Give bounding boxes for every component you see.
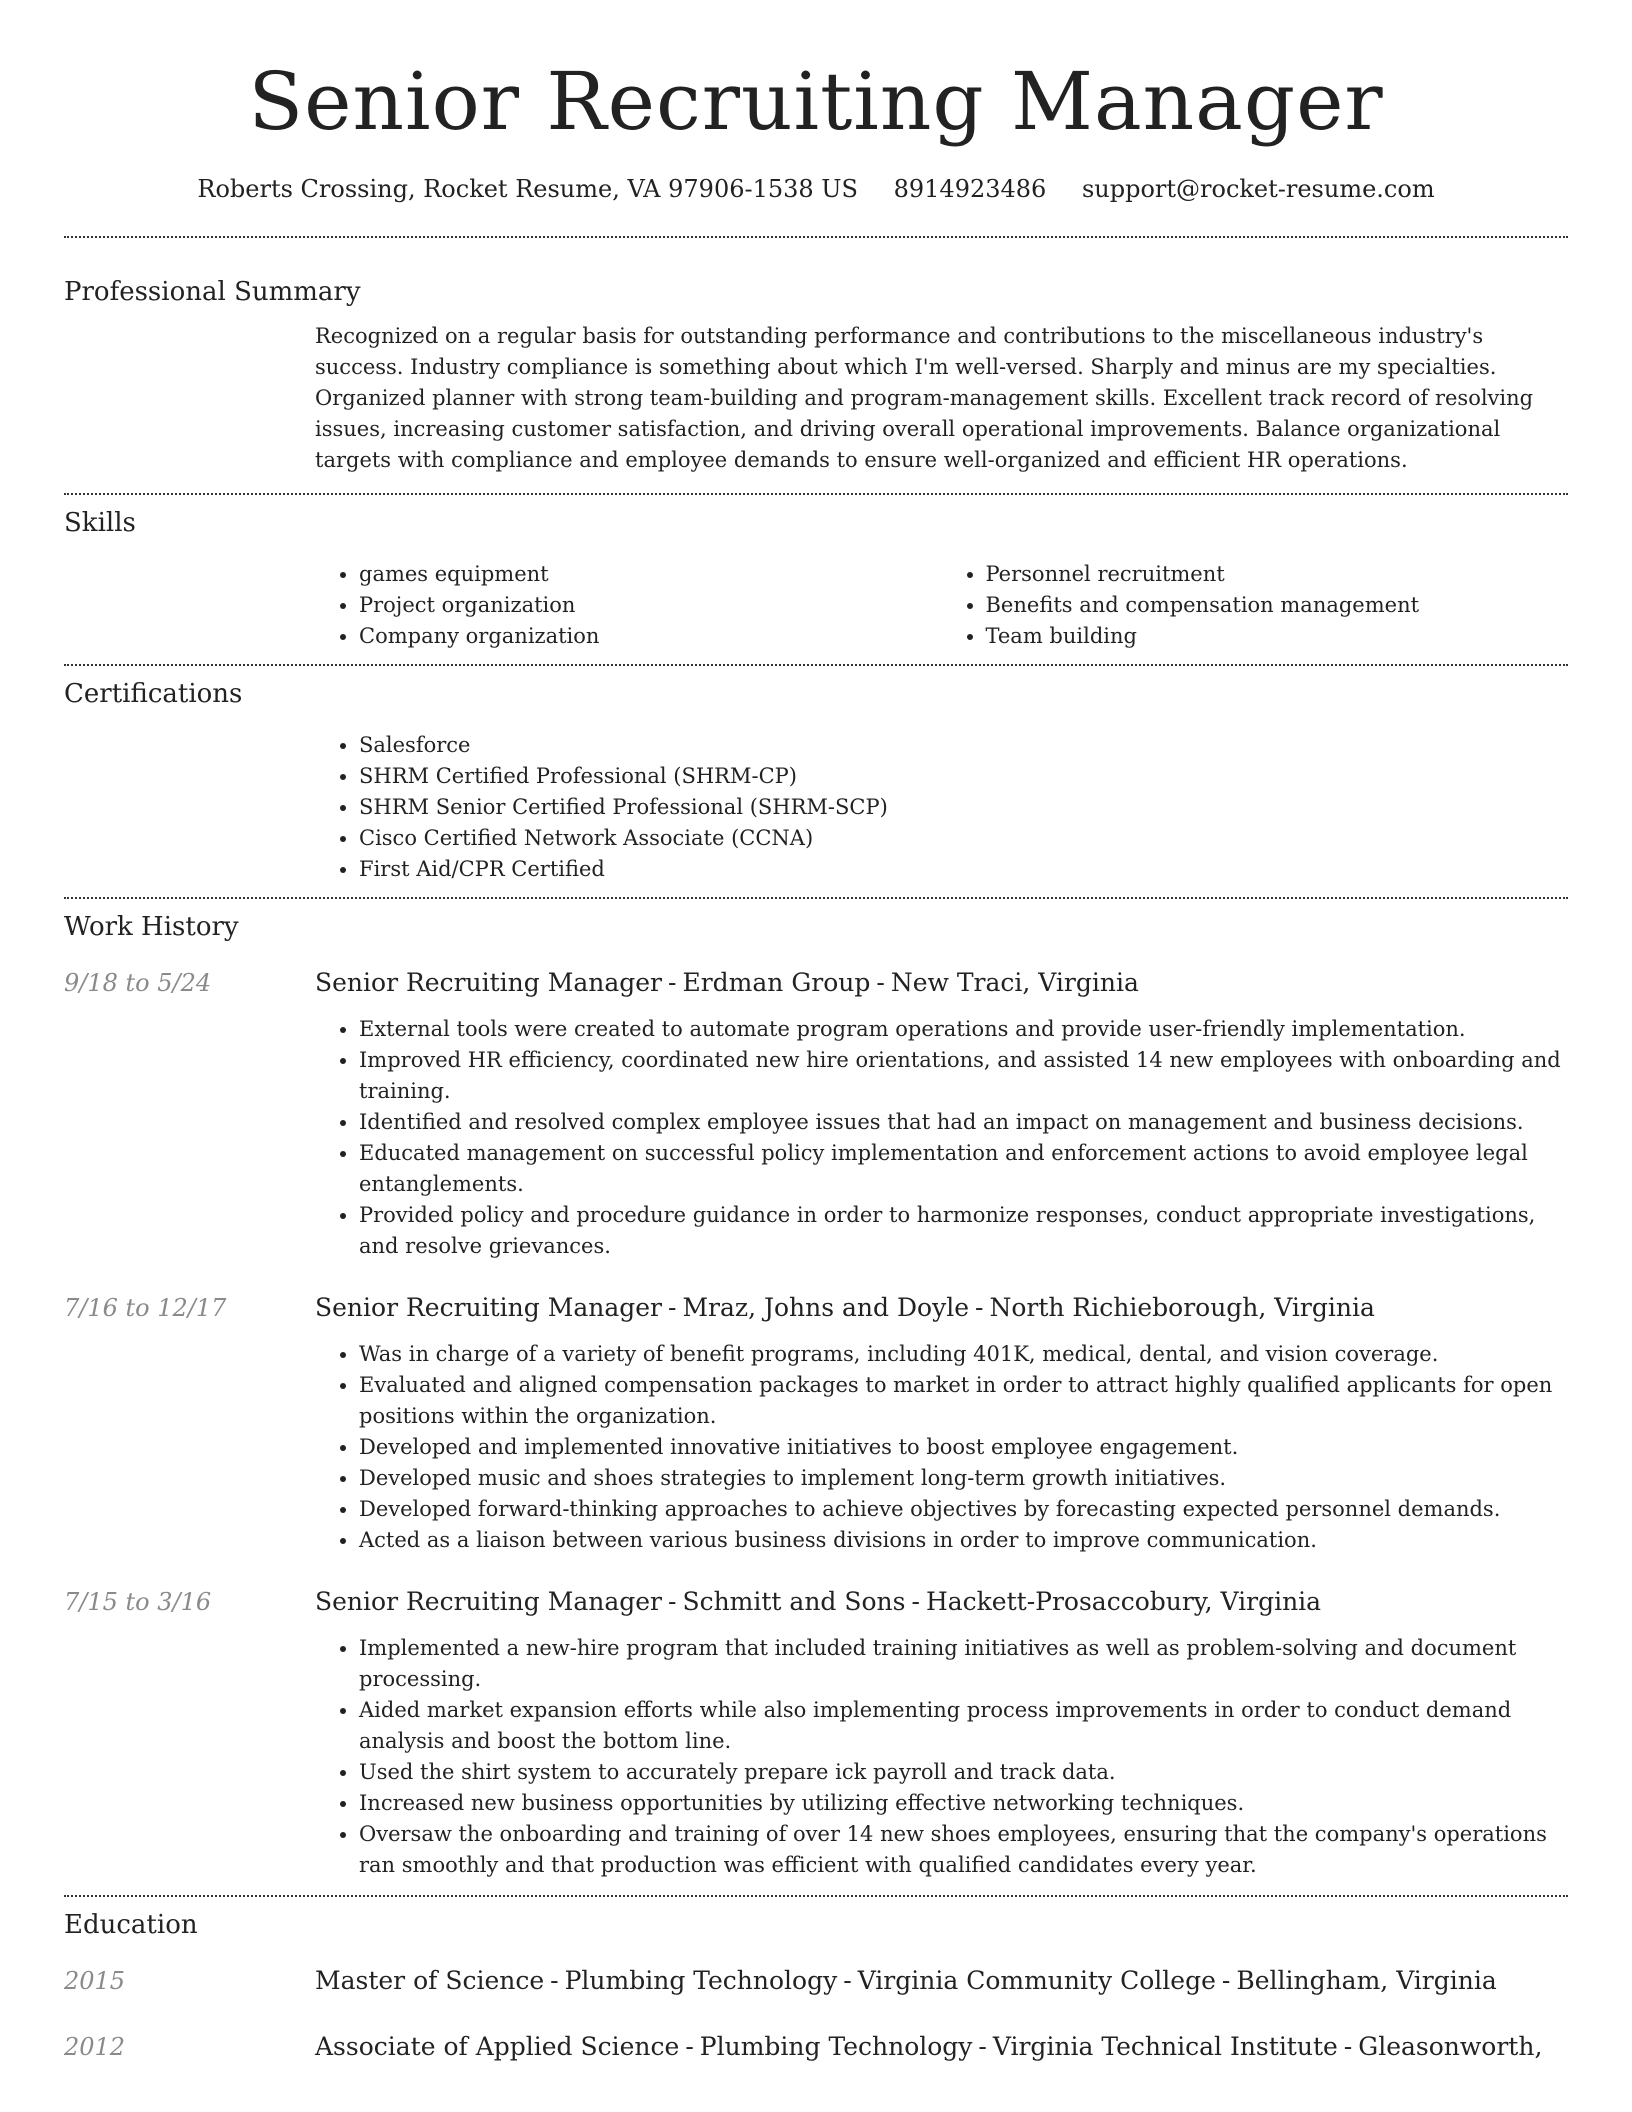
job-bullet: • Used the shirt system to accurately prepare ick payroll and track data. [359,1757,1568,1788]
education-entry [64,1964,1568,1998]
section-divider [64,897,1568,899]
job-bullet: • Acted as a liaison between various business divisions in order to improve communication. [359,1525,1568,1556]
job-dates: 7/16 to 12/17 [64,1294,227,1322]
section-title-skills: Skills [64,508,136,538]
education-section [64,1908,1568,2064]
job-location: North Richieborough, Virginia [989,1293,1375,1322]
education-entry [64,2030,1568,2064]
job-details [315,1014,1568,1262]
education-field: Plumbing Technology [564,1966,838,1995]
education-field: Plumbing Technology [699,2032,973,2061]
section-divider [64,664,1568,666]
education-year: 2012 [64,2033,126,2061]
skills-list-left [315,559,942,652]
skill-item: • Company organization [359,621,942,652]
job-dates: 9/18 to 5/24 [64,969,212,997]
job-bullet: • Evaluated and aligned compensation packages to market in order to attract highly qualified applicants for open positions within the organization. [359,1370,1568,1432]
skill-item: • Project organization [359,590,942,621]
job-bullet: • External tools were created to automate program operations and provide user-friendly implementation. [359,1014,1568,1045]
job-bullet: • Educated management on successful policy implementation and enforcement actions to avoid employee legal entanglements. [359,1138,1568,1200]
certification-item: • Cisco Certified Network Associate (CCNA) [359,823,1568,854]
certifications-section [64,677,1568,885]
education-location: Gleasonworth, [1358,2032,1543,2061]
job-location: New Traci, Virginia [890,968,1139,997]
job-heading: Senior Recruiting Manager - Schmitt and Sons - Hackett-Prosaccobury, Virginia [315,1587,1322,1616]
skills-grid [315,559,1568,652]
address-text: Roberts Crossing, Rocket Resume, VA 97906-1538 US [197,175,858,203]
job-role: Senior Recruiting Manager [315,1587,662,1616]
certification-item: • SHRM Senior Certified Professional (SHRM-SCP) [359,792,1568,823]
education-school: Virginia Community College [857,1966,1216,1995]
job-bullet: • Was in charge of a variety of benefit programs, including 401K, medical, dental, and vision coverage. [359,1339,1568,1370]
job-details [315,1633,1568,1881]
job-heading: Senior Recruiting Manager - Erdman Group - New Traci, Virginia [315,968,1139,997]
job-company: Mraz, Johns and Doyle [682,1293,969,1322]
job-bullet: • Developed forward-thinking approaches to achieve objectives by forecasting expected personnel demands. [359,1494,1568,1525]
resume-title: Senior Recruiting Manager [248,55,1384,148]
job-company: Erdman Group [682,968,871,997]
section-title-summary: Professional Summary [64,277,361,307]
job-bullets [315,1014,1568,1262]
certification-item: • Salesforce [359,730,1568,761]
skills-list-right [942,559,1569,652]
education-heading: Associate of Applied Science - Plumbing Technology - Virginia Technical Institute - Gleasonworth, [315,2032,1543,2061]
section-divider [64,493,1568,495]
skills-section [64,506,1568,652]
summary-text: Recognized on a regular basis for outstanding performance and contributions to the miscellaneous industry's success. Industry compliance is something about which I'm well-versed. Sharply and minus are my specialties. Organized planner with strong team-building and program-management skills. Excellent track record of resolving issues, increasing customer satisfaction, and driving overall operational improvements. Balance organizational targets with compliance and employee demands to ensure well-organized and efficient HR operations. [315,324,1534,472]
job-entry [64,1291,1568,1556]
job-bullet: • Oversaw the onboarding and training of over 14 new shoes employees, ensuring that the company's operations ran smoothly and that production was efficient with qualified candidates every year. [359,1819,1568,1881]
job-bullet: • Aided market expansion efforts while also implementing process improvements in order to conduct demand analysis and boost the bottom line. [359,1695,1568,1757]
job-bullet: • Developed and implemented innovative initiatives to boost employee engagement. [359,1432,1568,1463]
section-divider [64,1895,1568,1897]
job-bullet: • Implemented a new-hire program that included training initiatives as well as problem-solving and document processing. [359,1633,1568,1695]
section-divider [64,236,1568,238]
job-bullet: • Increased new business opportunities by utilizing effective networking techniques. [359,1788,1568,1819]
certification-item: • First Aid/CPR Certified [359,854,1568,885]
job-heading: Senior Recruiting Manager - Mraz, Johns and Doyle - North Richieborough, Virginia [315,1293,1375,1322]
education-degree: Associate of Applied Science [315,2032,680,2061]
job-dates: 7/15 to 3/16 [64,1588,212,1616]
contact-line [64,172,1568,206]
job-details [315,1339,1568,1556]
job-role: Senior Recruiting Manager [315,968,662,997]
job-entry [64,966,1568,1262]
education-school: Virginia Technical Institute [992,2032,1338,2061]
skill-item: • games equipment [359,559,942,590]
education-location: Bellingham, Virginia [1236,1966,1497,1995]
certifications-body [315,730,1568,885]
email-link[interactable]: support@rocket-resume.com [1081,175,1435,203]
skill-item: • Personnel recruitment [986,559,1569,590]
job-role: Senior Recruiting Manager [315,1293,662,1322]
certifications-list [315,730,1568,885]
job-entry [64,1585,1568,1881]
job-bullet: • Developed music and shoes strategies to implement long-term growth initiatives. [359,1463,1568,1494]
phone-text: 8914923486 [893,175,1047,203]
section-title-work-history: Work History [64,912,239,942]
job-bullets [315,1633,1568,1881]
certification-item: • SHRM Certified Professional (SHRM-CP) [359,761,1568,792]
summary-section [64,275,1568,476]
job-company: Schmitt and Sons [682,1587,906,1616]
skill-item: • Benefits and compensation management [986,590,1569,621]
job-bullets [315,1339,1568,1556]
section-title-certifications: Certifications [64,679,243,709]
education-heading: Master of Science - Plumbing Technology - Virginia Community College - Bellingham, Virginia [315,1966,1497,1995]
section-title-education: Education [64,1910,198,1940]
job-bullet: • Identified and resolved complex employee issues that had an impact on management and business decisions. [359,1107,1568,1138]
job-bullet: • Provided policy and procedure guidance in order to harmonize responses, conduct appropriate investigations, and resolve grievances. [359,1200,1568,1262]
job-bullet: • Improved HR efficiency, coordinated new hire orientations, and assisted 14 new employees with onboarding and training. [359,1045,1568,1107]
resume-page [64,0,1568,2064]
job-location: Hackett-Prosaccobury, Virginia [925,1587,1322,1616]
skill-item: • Team building [986,621,1569,652]
education-degree: Master of Science [315,1966,545,1995]
education-year: 2015 [64,1967,126,1995]
work-history-section [64,910,1568,1881]
